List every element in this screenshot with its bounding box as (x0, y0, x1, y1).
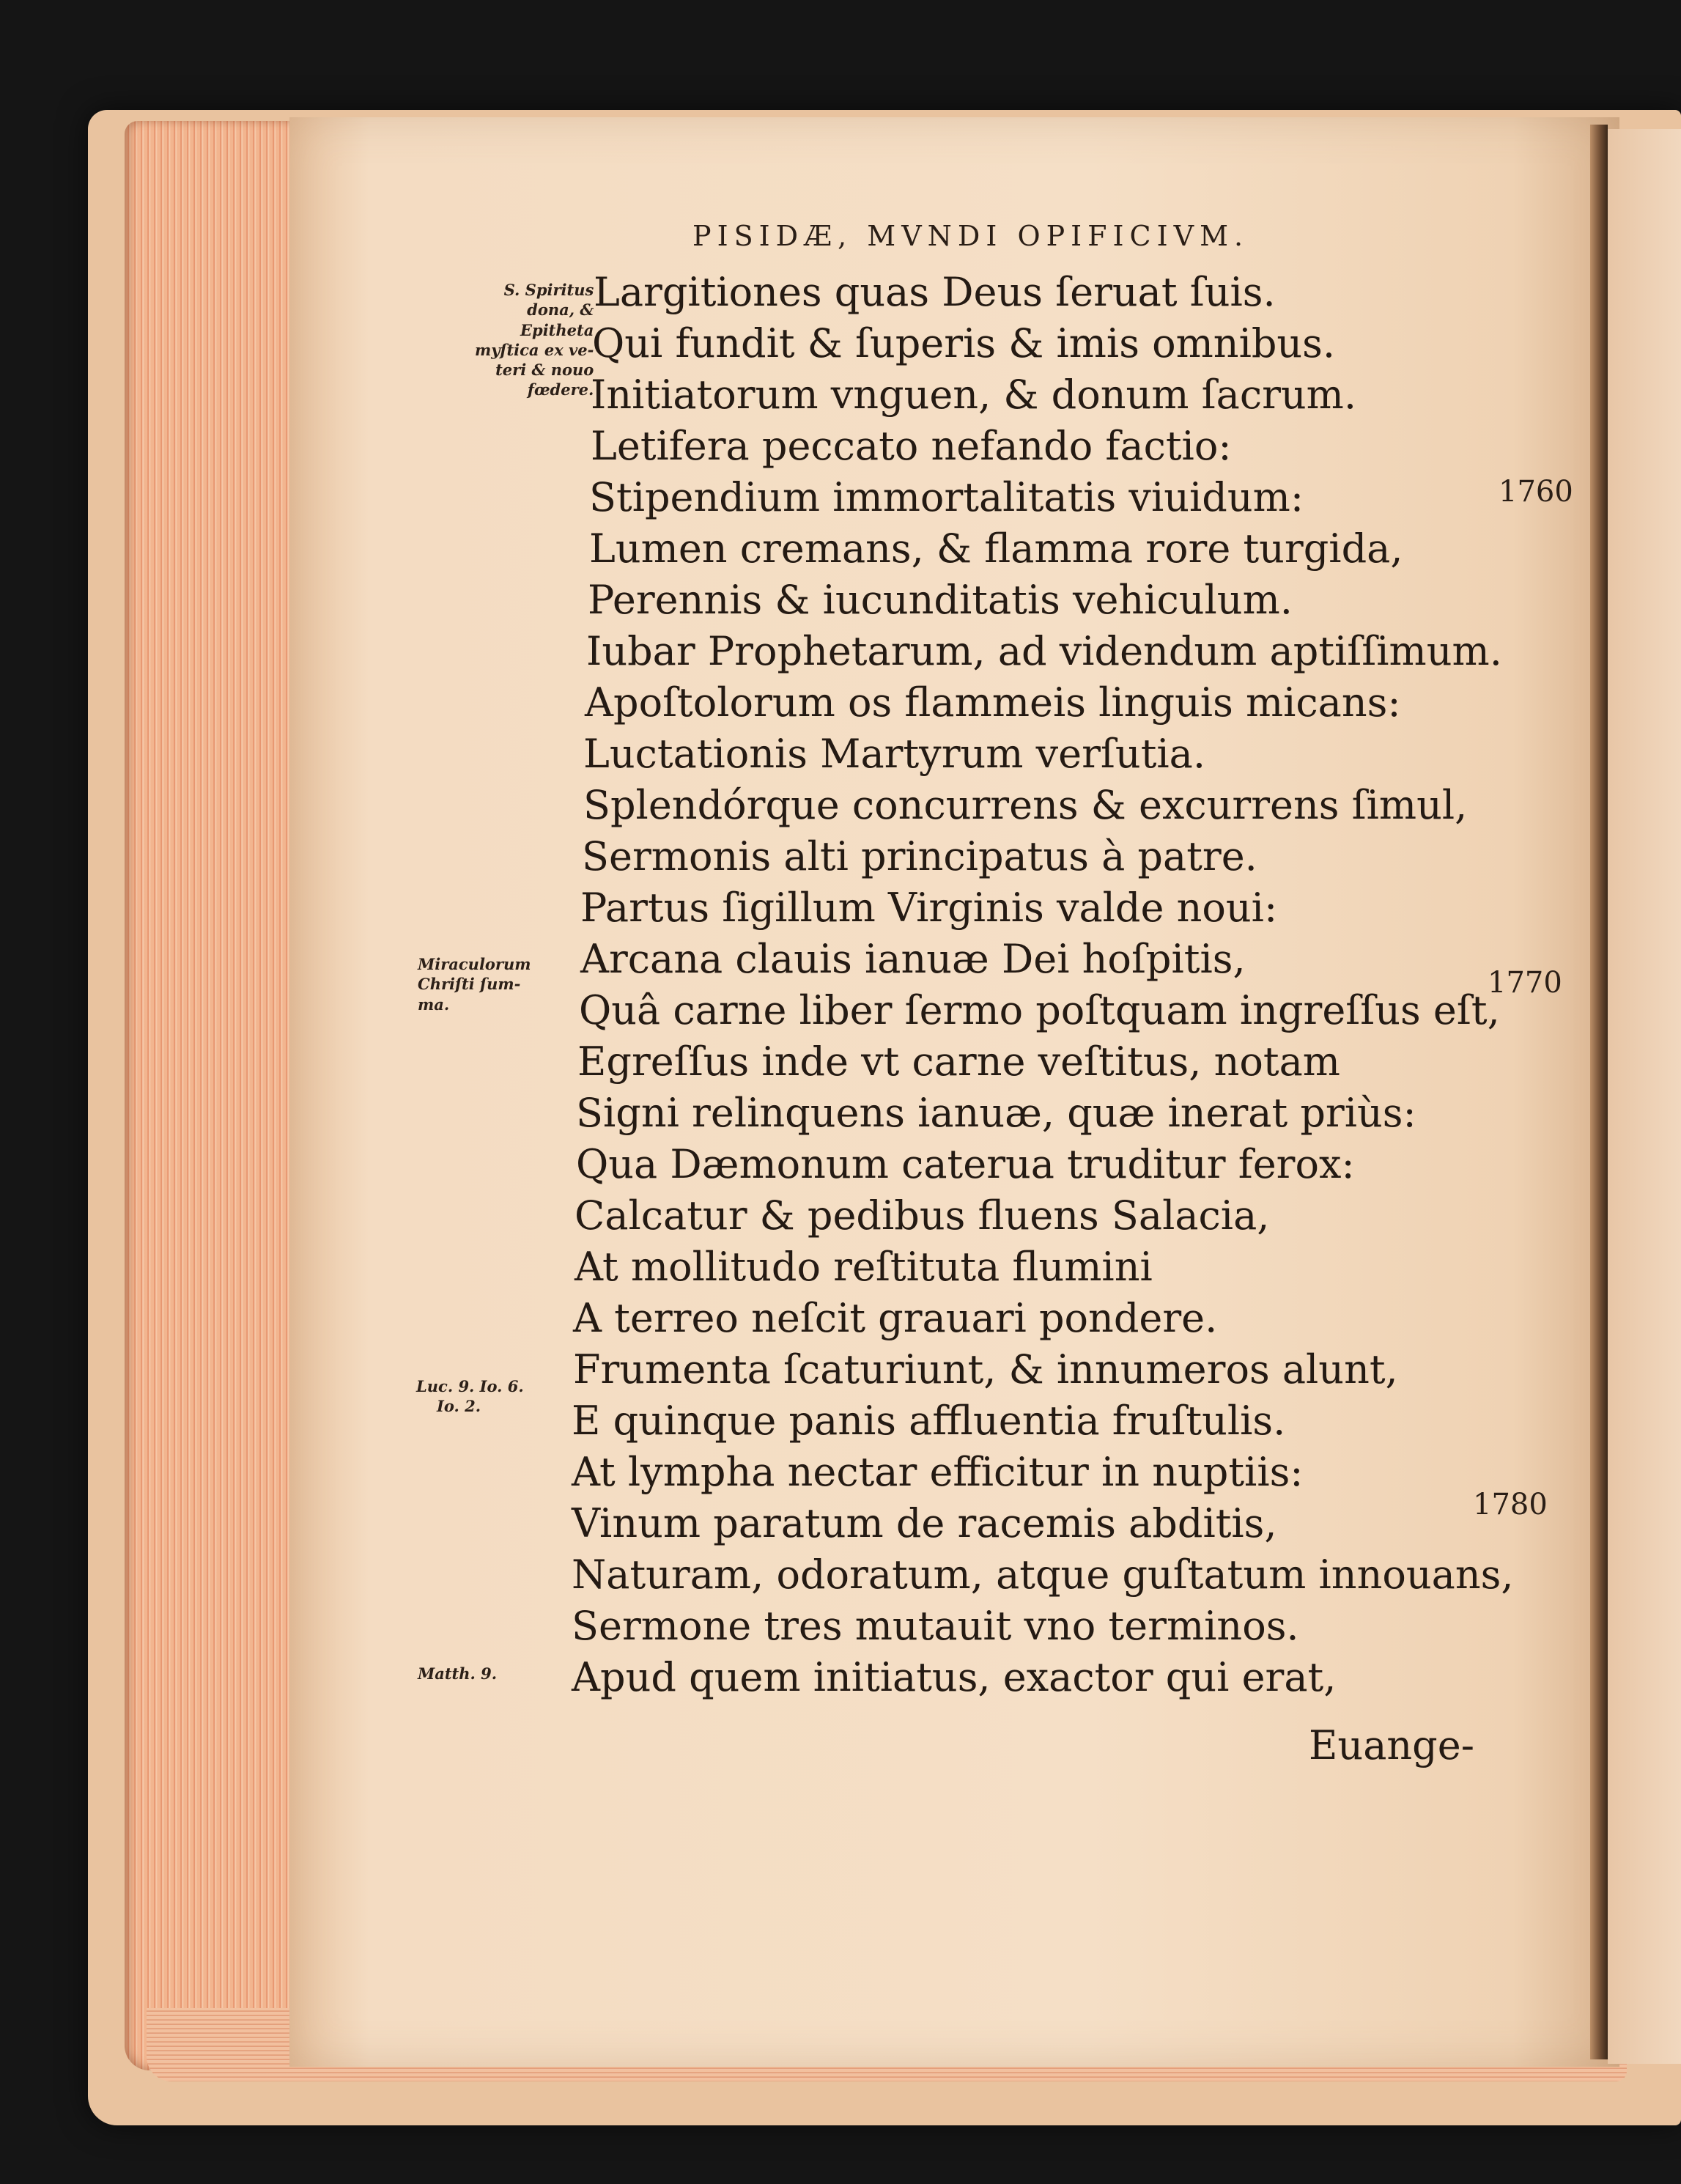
verse-line: Sermonis alti principatus à patre. (582, 833, 1257, 879)
line-number: 1760 (1499, 475, 1573, 509)
verse-line: Stipendium immortalitatis viuidum: (589, 474, 1304, 520)
marginal-note-miracles: Miraculorum Chriſti ſum- ma. (418, 955, 531, 1014)
catchword: Euange- (1309, 1722, 1474, 1768)
line-number: 1780 (1473, 1488, 1548, 1521)
verse-line: Naturam, odoratum, atque guſtatum innouans, (572, 1552, 1514, 1598)
verse-line: Largitiones quas Deus ſeruat ſuis. (594, 269, 1276, 315)
verse-line: Sermone tres mutauit vno terminos. (572, 1603, 1299, 1649)
marginal-note-spiritus: S. Spiritus dona, & Epitheta myſtica ex ve- teri & nouo fœdere. (475, 281, 594, 399)
verse-line: At lympha nectar efficitur in nuptiis: (572, 1449, 1304, 1495)
verse-line: Signi relinquens ianuæ, quæ inerat priùs: (576, 1090, 1416, 1136)
verse-line: Lumen cremans, & flamma rore turgida, (589, 525, 1403, 572)
verse-line: Luctationis Martyrum verſutia. (583, 731, 1206, 777)
verse-line: E quinque panis affluentia fruſtulis. (572, 1398, 1286, 1444)
verse-line: Frumenta ſcaturiunt, & innumeros alunt, (573, 1346, 1398, 1392)
verse-line: Arcana clauis ianuæ Dei hoſpitis, (580, 936, 1246, 982)
facing-page (1608, 129, 1681, 2064)
running-header: PISIDÆ, MVNDI OPIFICIVM. (692, 220, 1249, 252)
verse-line: Qua Dæmonum caterua truditur ferox: (576, 1141, 1355, 1187)
verse-line: Initiatorum vnguen, & donum ſacrum. (591, 372, 1357, 418)
verse-line: At mollitudo reſtituta flumini (575, 1244, 1153, 1290)
book-gutter (1590, 125, 1608, 2059)
verse-line: Apud quem initiatus, exactor qui erat, (572, 1654, 1337, 1700)
verse-line: Perennis & iucunditatis vehiculum. (588, 577, 1293, 623)
verse-line: Iubar Prophetarum, ad videndum aptiſſimum. (586, 628, 1502, 674)
verse-line: Vinum paratum de racemis abditis, (572, 1500, 1277, 1546)
verse-line: A terreo neſcit grauari pondere. (573, 1295, 1218, 1341)
verse-line: Letifera peccato nefando factio: (591, 423, 1232, 469)
verse-line: Egreſſus inde vt carne veſtitus, notam (577, 1038, 1340, 1085)
line-number: 1770 (1488, 966, 1562, 1000)
verse-line: Calcatur & pedibus fluens Salacia, (575, 1192, 1270, 1239)
marginal-note-luke: Luc. 9. Io. 6. Io. 2. (416, 1377, 524, 1416)
verse-line: Quâ carne liber ſermo poſtquam ingreſſus eſt, (579, 987, 1500, 1033)
marginal-note-matthew: Matth. 9. (418, 1664, 498, 1683)
verse-line: Partus ſigillum Virginis valde noui: (580, 885, 1278, 931)
verse-line: Apoſtolorum os flammeis linguis micans: (585, 679, 1401, 726)
page-edges-left (125, 121, 293, 2070)
verse-line: Qui fundit & ſuperis & imis omnibus. (592, 320, 1336, 366)
verse-line: Splendórque concurrens & excurrens ſimul, (583, 782, 1468, 828)
